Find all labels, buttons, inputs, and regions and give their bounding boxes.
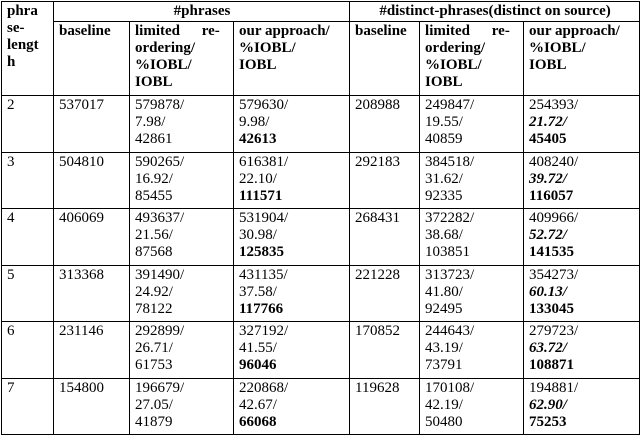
cell-line: 111571 [239,187,283,204]
cell-line: 7.98/ [135,114,166,130]
header-baseline: baseline [54,22,130,96]
cell-line: 61753 [135,357,173,373]
cell-line: 42.67/ [239,396,277,413]
cell-line: 409966/ [529,210,579,226]
cell-line: 354273/ [529,266,579,283]
cell-line: 254393/ [529,97,579,113]
cell-line: 384518/ [425,153,475,170]
cell-line: 21.56/ [135,227,173,243]
cell-line: 313723/ [425,266,475,283]
cell-distinct-approach [524,265,640,322]
cell-line: 27.05/ [135,396,173,413]
cell-distinct-baseline: 221228 [350,265,420,322]
header-group-distinct-phrases: #distinct-phrases(distinct on source) [350,2,640,22]
cell-distinct-baseline: 292183 [350,152,420,209]
cell-line: 37.58/ [239,283,277,300]
cell-line: 24.92/ [135,283,173,300]
table-row [2,96,640,153]
cell-line: 408240/ [529,153,579,170]
cell-line: 194881/ [529,379,579,396]
cell-line: 60.13/ [529,283,567,300]
header-line: IOBL [425,74,463,90]
header-line: our approach/ [239,23,330,39]
cell-phrase-length: 6 [2,322,54,379]
cell-distinct-approach [524,322,640,379]
cell-line: 133045 [529,300,575,317]
header-row-groups [2,2,640,22]
cell-line: 391490/ [135,266,185,283]
cell-phrase-length: 5 [2,265,54,322]
cell-line: 31.62/ [425,170,463,187]
header-phrase-length-line: se- [7,20,25,36]
header-phrase-length-line: lengt [7,37,39,53]
cell-phrases-approach [234,152,350,209]
table-row [2,265,640,322]
cell-line: 9.98/ [239,114,270,130]
cell-line: 42861 [135,131,173,147]
header-limited-reordering-distinct [420,22,524,96]
cell-line: 579878/ [135,97,185,113]
cell-line: 117766 [239,300,284,317]
cell-phrases-approach [234,322,350,379]
cell-line: 22.10/ [239,170,277,187]
cell-line: 327192/ [239,323,289,339]
cell-distinct-baseline: 119628 [350,378,420,435]
cell-distinct-approach [524,96,640,153]
cell-line: 42.19/ [425,396,463,413]
cell-line: 249847/ [425,97,475,113]
cell-line: 108871 [529,357,575,373]
cell-phrases-baseline: 231146 [54,322,130,379]
cell-line: 30.98/ [239,227,277,243]
cell-distinct-baseline: 170852 [350,322,420,379]
cell-phrase-length: 2 [2,96,54,153]
cell-line: 103851 [425,244,471,260]
header-limited-reordering [130,22,234,96]
cell-line: 21.72/ [529,114,567,130]
cell-line: 52.72/ [529,227,567,243]
cell-line: 85455 [135,187,173,204]
cell-line: 92495 [425,300,463,317]
cell-line: 41879 [135,413,173,430]
cell-distinct-limited [420,265,524,322]
cell-distinct-approach [524,209,640,266]
header-phrase-length [2,2,54,96]
cell-line: 39.72/ [529,170,567,187]
header-line: ordering/ [425,40,486,56]
cell-line: 196679/ [135,379,185,396]
cell-line: 43.19/ [425,340,463,356]
cell-phrases-limited [130,322,234,379]
cell-line: 41.55/ [239,340,277,356]
cell-distinct-limited [420,96,524,153]
cell-phrases-limited [130,209,234,266]
header-line: IOBL [529,57,567,73]
cell-line: 493637/ [135,210,185,226]
header-line: %IOBL/ [239,40,296,56]
cell-phrases-baseline: 313368 [54,265,130,322]
cell-line: 96046 [239,357,277,373]
cell-line: 16.92/ [135,170,173,187]
cell-line: 19.55/ [425,114,463,130]
header-phrase-length-line: phra [7,3,38,19]
cell-distinct-approach [524,152,640,209]
cell-line: 579630/ [239,97,289,113]
cell-phrases-limited [130,265,234,322]
cell-line: 63.72/ [529,340,567,356]
cell-line: 431135/ [239,266,288,283]
cell-phrases-approach [234,209,350,266]
cell-line: 87568 [135,244,173,260]
cell-phrases-approach [234,265,350,322]
cell-line: 78122 [135,300,173,317]
cell-phrases-baseline: 537017 [54,96,130,153]
cell-line: 38.68/ [425,227,463,243]
cell-line: 42613 [239,131,277,147]
cell-line: 40859 [425,131,463,147]
cell-line: 66068 [239,413,277,430]
cell-phrases-baseline: 406069 [54,209,130,266]
cell-phrases-baseline: 504810 [54,152,130,209]
results-table [1,1,640,435]
header-line: our approach/ [529,23,620,39]
cell-line: 92335 [425,187,463,204]
cell-distinct-baseline: 268431 [350,209,420,266]
cell-phrases-limited [130,378,234,435]
cell-distinct-limited [420,322,524,379]
cell-line: 26.71/ [135,340,173,356]
cell-line: 292899/ [135,323,185,339]
cell-phrase-length: 4 [2,209,54,266]
header-our-approach [234,22,350,96]
cell-line: 45405 [529,131,567,147]
cell-line: 141535 [529,244,575,260]
header-our-approach-distinct [524,22,640,96]
header-line: IOBL [135,74,173,90]
header-row-columns [2,22,640,96]
cell-line: 590265/ [135,153,185,170]
cell-line: 62.90/ [529,396,567,413]
table-row [2,322,640,379]
header-line: IOBL [239,57,277,73]
header-line: ordering/ [135,40,195,56]
header-line: %IOBL/ [135,57,192,73]
header-baseline-distinct: baseline [350,22,420,96]
cell-distinct-approach [524,378,640,435]
cell-phrases-limited [130,152,234,209]
cell-line: 531904/ [239,210,289,226]
cell-phrases-limited [130,96,234,153]
header-group-phrases: #phrases [54,2,350,22]
table-row [2,209,640,266]
cell-line: 41.80/ [425,283,463,300]
cell-line: 116057 [529,187,574,204]
cell-phrases-baseline: 154800 [54,378,130,435]
cell-line: 372282/ [425,210,475,226]
cell-distinct-limited [420,152,524,209]
header-line: limited re- [425,23,510,39]
cell-line: 220868/ [239,379,289,396]
cell-distinct-limited [420,209,524,266]
table-row [2,152,640,209]
cell-line: 73791 [425,357,463,373]
cell-distinct-limited [420,378,524,435]
cell-phrases-approach [234,378,350,435]
header-phrase-length-line: h [7,54,16,70]
cell-line: 244643/ [425,323,475,339]
cell-phrase-length: 7 [2,378,54,435]
cell-line: 50480 [425,413,463,430]
header-line: %IOBL/ [529,40,586,56]
cell-phrases-approach [234,96,350,153]
header-line: limited re- [135,23,220,39]
cell-line: 279723/ [529,323,579,339]
cell-line: 616381/ [239,153,289,170]
table-row [2,378,640,435]
header-line: %IOBL/ [425,57,482,73]
cell-distinct-baseline: 208988 [350,96,420,153]
cell-line: 125835 [239,244,284,260]
cell-line: 75253 [529,413,567,430]
cell-phrase-length: 3 [2,152,54,209]
cell-line: 170108/ [425,379,475,396]
